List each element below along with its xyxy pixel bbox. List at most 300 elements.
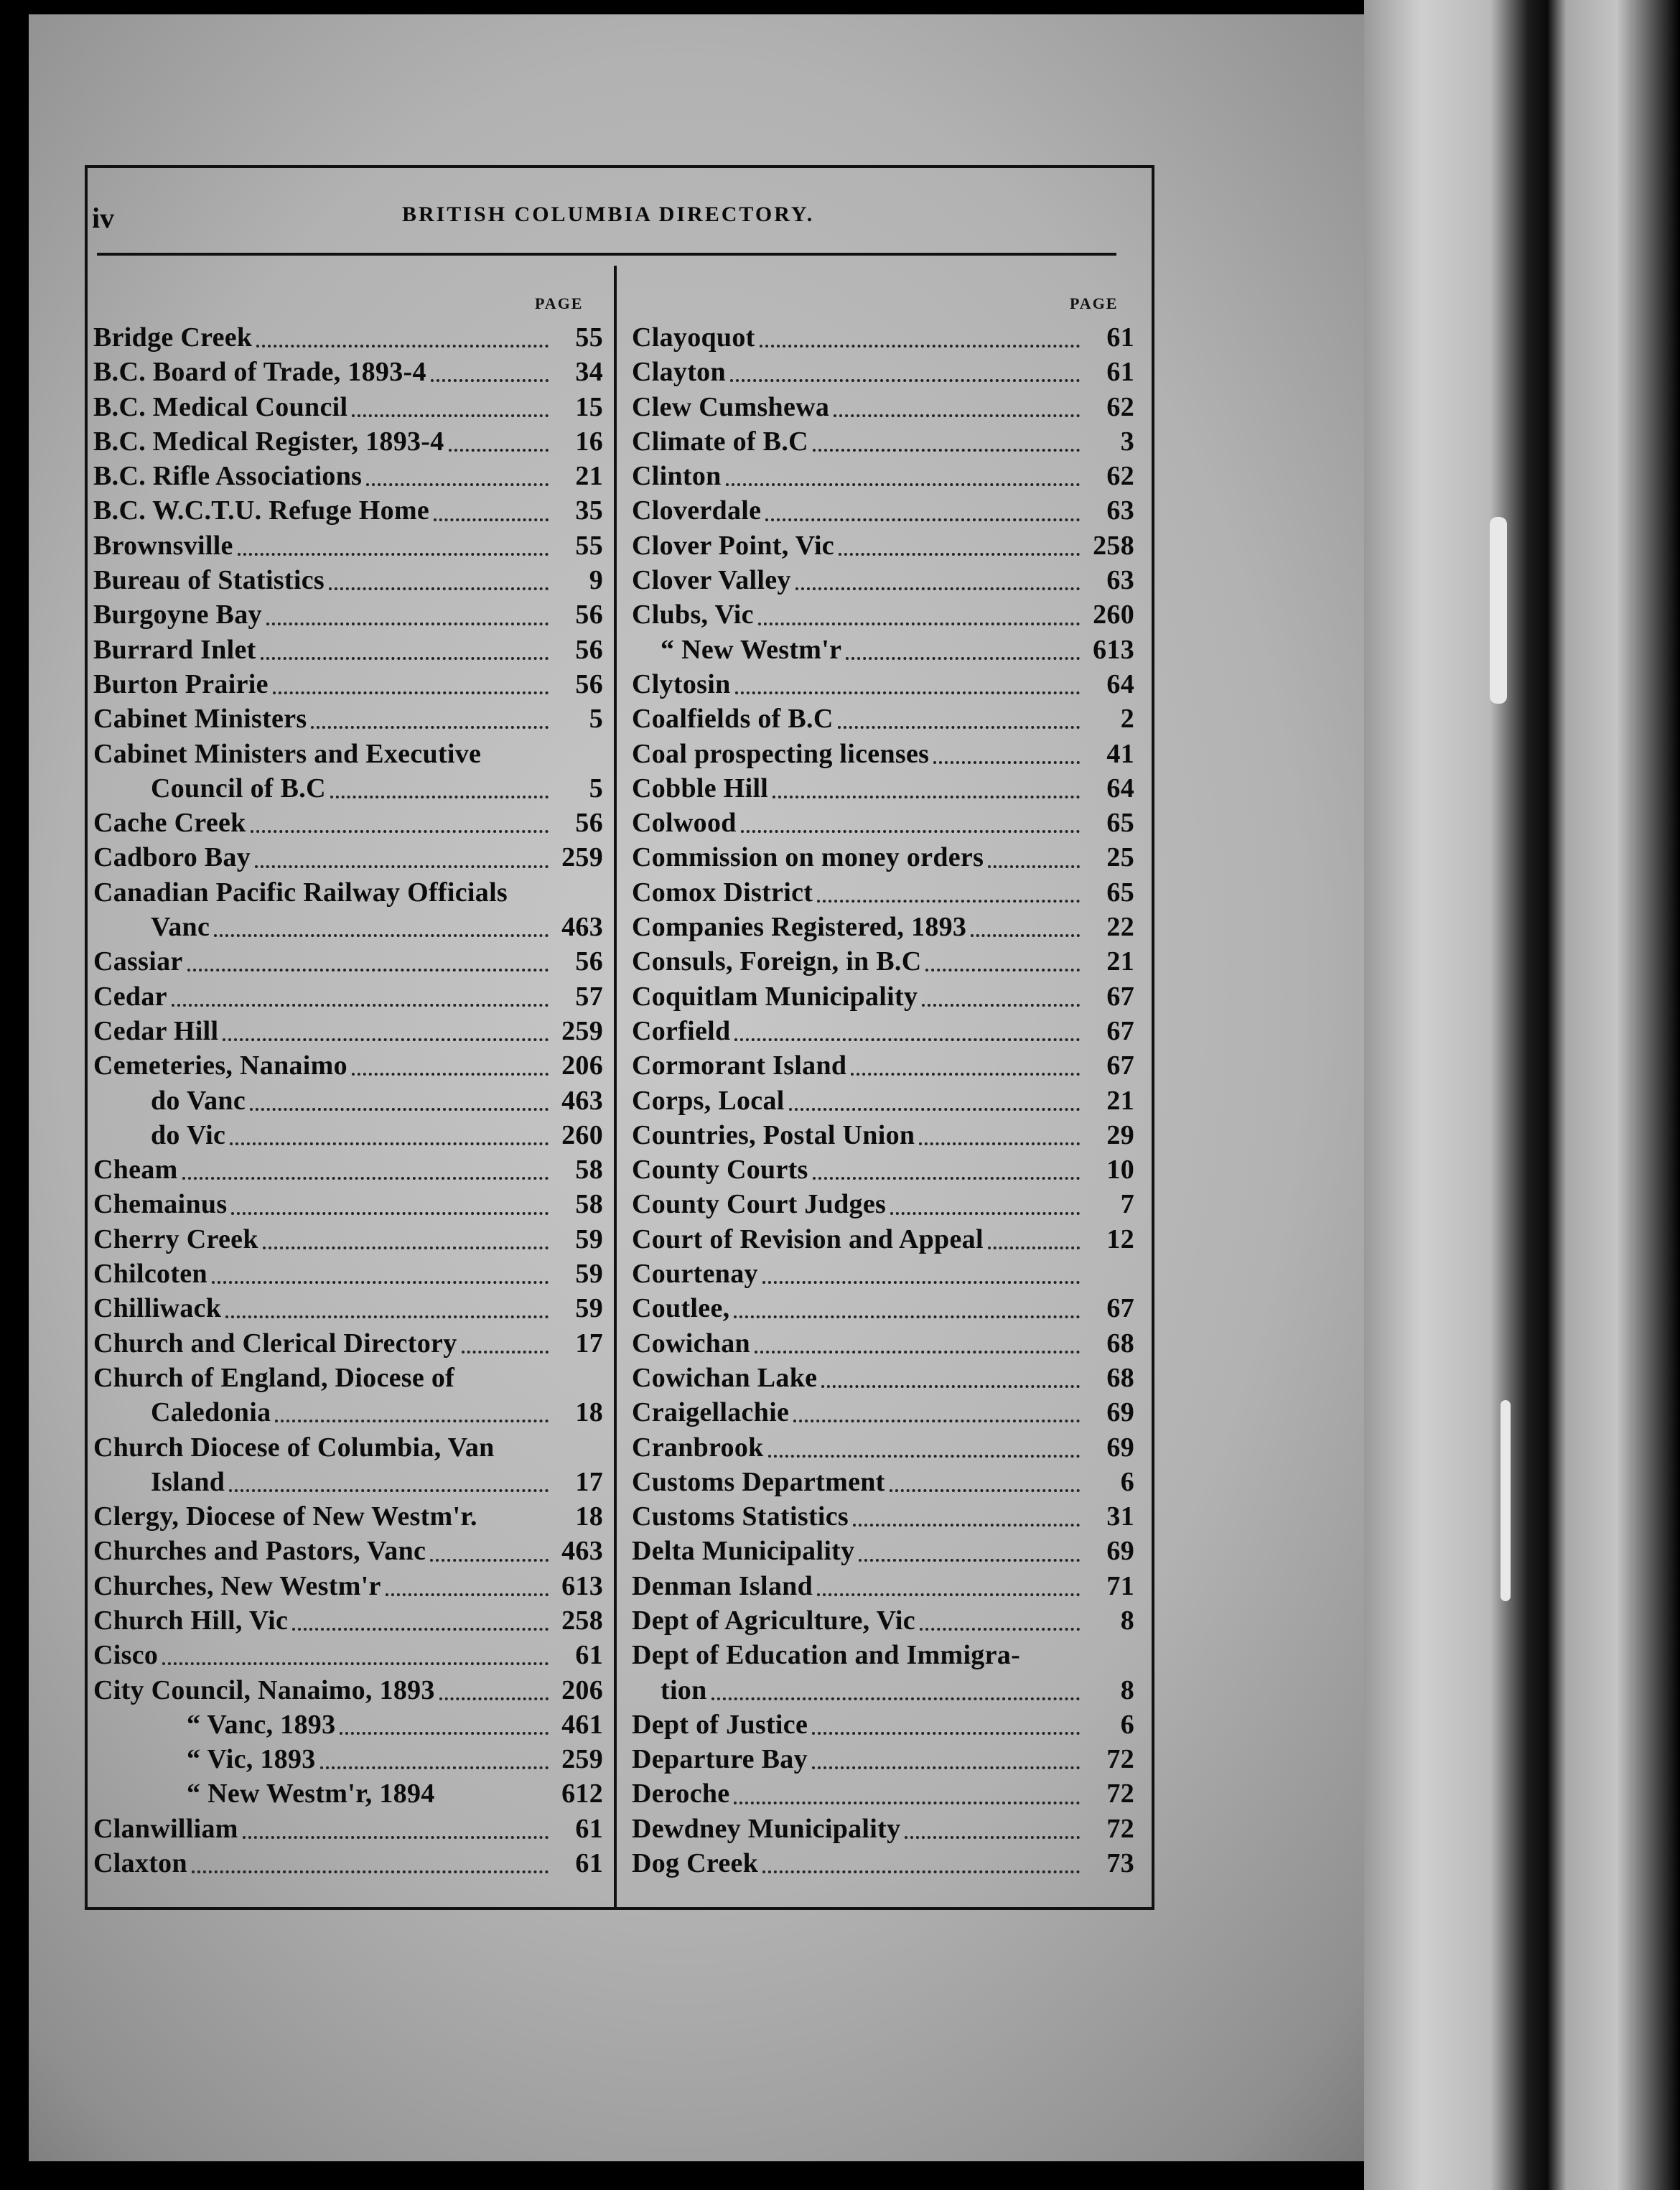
entry-page-number: 25 (1106, 842, 1134, 873)
entry-label: Cobble Hill (632, 773, 769, 803)
book-binding (1364, 0, 1680, 2190)
dot-leader (256, 345, 549, 348)
entry-label: County Court Judges (632, 1189, 887, 1220)
entry-page-number: 3 (1120, 426, 1134, 457)
entry-label: Court of Revision and Appeal (632, 1224, 984, 1254)
entry-page-number: 259 (561, 842, 603, 873)
index-entry (93, 1292, 603, 1327)
entry-label: Cherry Creek (93, 1224, 258, 1254)
entry-page-number: 61 (1106, 357, 1134, 388)
index-entry (93, 911, 603, 946)
entry-label: Cedar (93, 981, 167, 1012)
entry-page-number: 57 (575, 981, 603, 1012)
entry-page-number: 73 (1106, 1848, 1134, 1879)
entry-label: Burrard Inlet (93, 634, 256, 665)
index-entry (632, 322, 1134, 356)
entry-label: Cemeteries, Nanaimo (93, 1050, 347, 1081)
binding-thread (1490, 517, 1507, 704)
dot-leader (812, 1732, 1080, 1735)
entry-label: Vanc (151, 912, 210, 943)
entry-label: Cloverdale (632, 495, 762, 526)
index-entry (632, 634, 1134, 668)
entry-label: Island (151, 1466, 225, 1497)
entry-label: Clinton (632, 461, 722, 492)
index-entry (632, 877, 1134, 911)
index-entry (93, 1188, 603, 1223)
entry-page-number: 21 (575, 461, 603, 492)
entry-page-number: 65 (1106, 877, 1134, 908)
dot-leader (762, 1281, 1080, 1284)
entry-page-number: 59 (575, 1224, 603, 1254)
entry-page-number: 17 (575, 1328, 603, 1359)
index-entry (632, 1397, 1134, 1431)
index-entry (93, 1328, 603, 1362)
dot-leader (793, 1420, 1080, 1422)
index-entry (632, 1224, 1134, 1258)
entry-page-number: 613 (1093, 634, 1134, 665)
entry-label: Dewdney Municipality (632, 1813, 901, 1844)
dot-leader (352, 1073, 549, 1076)
entry-page-number: 463 (561, 912, 603, 943)
entry-page-number: 56 (575, 808, 603, 839)
entry-page-number: 69 (1106, 1536, 1134, 1567)
dot-leader (434, 518, 549, 521)
entry-page-number: 61 (575, 1640, 603, 1671)
entry-page-number: 206 (561, 1674, 603, 1705)
entry-label: Chilcoten (93, 1259, 207, 1290)
entry-page-number: 12 (1106, 1224, 1134, 1254)
index-entry (93, 1085, 603, 1119)
entry-page-number: 612 (561, 1779, 603, 1809)
entry-label: “ Vic, 1893 (187, 1744, 316, 1775)
entry-page-number: 62 (1106, 461, 1134, 492)
dot-leader (238, 553, 549, 556)
entry-page-number: 6 (1120, 1709, 1134, 1740)
entry-label: Clew Cumshewa (632, 391, 830, 422)
index-entry (632, 530, 1134, 564)
entry-label: Cisco (93, 1640, 159, 1671)
entry-page-number: 68 (1106, 1328, 1134, 1359)
entry-label: Commission on money orders (632, 842, 984, 873)
index-entry (93, 356, 603, 391)
entry-label: Cassiar (93, 946, 183, 977)
dot-leader (462, 1351, 549, 1353)
dot-leader (261, 657, 549, 660)
index-entry (93, 1743, 603, 1778)
entry-label: Dog Creek (632, 1848, 759, 1879)
index-column-left (93, 322, 603, 1882)
entry-label: Customs Department (632, 1466, 885, 1497)
dot-leader (366, 483, 549, 486)
index-entry (93, 1639, 603, 1674)
index-entry (632, 1501, 1134, 1535)
index-entry (93, 1535, 603, 1570)
entry-page-number: 31 (1106, 1501, 1134, 1532)
entry-page-number: 259 (561, 1744, 603, 1775)
index-entry (632, 391, 1134, 426)
index-entry (93, 703, 603, 737)
dot-leader (243, 1836, 549, 1839)
dot-leader (890, 1212, 1080, 1215)
index-entry (93, 773, 603, 807)
dot-leader (762, 1870, 1080, 1873)
entry-page-number: 2 (1120, 704, 1134, 735)
dot-leader (817, 900, 1080, 903)
dot-leader (734, 1315, 1080, 1318)
dot-leader (250, 1108, 549, 1111)
entry-label: Clytosin (632, 668, 731, 699)
entry-label: Clayton (632, 357, 726, 388)
index-entry (632, 1570, 1134, 1605)
dot-leader (212, 1281, 549, 1284)
dot-leader (726, 483, 1080, 486)
dot-leader (223, 1038, 549, 1041)
entry-label: Coquitlam Municipality (632, 981, 918, 1012)
index-entry (93, 877, 603, 911)
entry-label: Cowichan Lake (632, 1362, 818, 1393)
index-entry (93, 1674, 603, 1709)
dot-leader (711, 1697, 1080, 1700)
dot-leader (214, 934, 549, 937)
index-entry (632, 495, 1134, 529)
dot-leader (853, 1524, 1080, 1527)
entry-page-number: 463 (561, 1536, 603, 1567)
index-entry (632, 1674, 1134, 1709)
dot-leader (172, 1004, 549, 1007)
index-entry (93, 842, 603, 876)
running-head: BRITISH COLUMBIA DIRECTORY. (402, 202, 815, 226)
index-entry (93, 1432, 603, 1466)
dot-leader (817, 1593, 1080, 1596)
dot-leader (292, 1628, 549, 1631)
entry-label: B.C. W.C.T.U. Refuge Home (93, 495, 430, 526)
index-entry (93, 1258, 603, 1292)
entry-page-number: 260 (1093, 600, 1134, 630)
index-entry (93, 634, 603, 668)
entry-label: Comox District (632, 877, 813, 908)
dot-leader (329, 587, 549, 590)
entry-page-number: 15 (575, 391, 603, 422)
page-folio: iv (92, 202, 115, 234)
dot-leader (813, 1177, 1080, 1180)
dot-leader (851, 1073, 1080, 1076)
dot-leader (821, 1385, 1080, 1388)
index-entry (93, 1397, 603, 1431)
index-entry (93, 1224, 603, 1258)
entry-page-number: 64 (1106, 668, 1134, 699)
entry-label: City Council, Nanaimo, 1893 (93, 1674, 435, 1705)
index-entry (632, 1119, 1134, 1154)
dot-leader (311, 726, 549, 729)
index-entry (632, 1188, 1134, 1223)
entry-label: Departure Bay (632, 1744, 808, 1775)
entry-page-number: 72 (1106, 1779, 1134, 1809)
entry-page-number: 8 (1120, 1674, 1134, 1705)
index-entry (632, 599, 1134, 633)
dot-leader (838, 726, 1080, 729)
dot-leader (920, 1628, 1080, 1631)
entry-label: Cabinet Ministers (93, 704, 307, 735)
dot-leader (162, 1662, 549, 1665)
dot-leader (255, 865, 549, 868)
entry-page-number: 16 (575, 426, 603, 457)
index-entry (93, 807, 603, 842)
entry-page-number: 67 (1106, 1050, 1134, 1081)
entry-label: Countries, Postal Union (632, 1119, 915, 1150)
dot-leader (846, 657, 1080, 660)
index-entry (632, 911, 1134, 946)
index-entry (93, 1466, 603, 1501)
entry-page-number: 258 (1093, 530, 1134, 561)
index-column-right (632, 322, 1134, 1882)
entry-label: Bureau of Statistics (93, 565, 325, 596)
entry-page-number: 63 (1106, 565, 1134, 596)
binding-thread (1501, 1400, 1511, 1601)
dot-leader (275, 1420, 549, 1422)
entry-label: Churches, New Westm'r (93, 1570, 381, 1601)
entry-page-number: 17 (575, 1466, 603, 1497)
entry-label: Companies Registered, 1893 (632, 912, 967, 943)
index-entry (632, 1258, 1134, 1292)
entry-page-number: 63 (1106, 495, 1134, 526)
entry-page-number: 62 (1106, 391, 1134, 422)
entry-label: Customs Statistics (632, 1501, 849, 1532)
index-entry (93, 495, 603, 529)
entry-page-number: 260 (561, 1119, 603, 1150)
entry-label: B.C. Rifle Associations (93, 461, 363, 492)
entry-label: County Courts (632, 1155, 808, 1185)
entry-label: Cabinet Ministers and Executive (93, 738, 482, 769)
dot-leader (760, 345, 1080, 348)
entry-page-number: 10 (1106, 1155, 1134, 1185)
entry-page-number: 59 (575, 1259, 603, 1290)
dot-leader (734, 1038, 1080, 1041)
entry-page-number: 72 (1106, 1813, 1134, 1844)
dot-leader (741, 830, 1080, 833)
index-entry (93, 599, 603, 633)
entry-label: Coal prospecting licenses (632, 738, 930, 769)
entry-page-number: 55 (575, 530, 603, 561)
dot-leader (971, 934, 1080, 937)
entry-page-number: 59 (575, 1293, 603, 1324)
dot-leader (795, 587, 1080, 590)
entry-label: B.C. Medical Council (93, 391, 348, 422)
entry-page-number: 463 (561, 1085, 603, 1116)
entry-label: Church Diocese of Columbia, Van (93, 1432, 495, 1463)
entry-page-number: 56 (575, 634, 603, 665)
entry-label: Chilliwack (93, 1293, 222, 1324)
entry-label: Cadboro Bay (93, 842, 251, 873)
index-entry (93, 981, 603, 1015)
dot-leader (812, 1766, 1080, 1769)
entry-label: Dept of Education and Immigra- (632, 1640, 1021, 1671)
dot-leader (755, 1351, 1080, 1353)
index-entry (632, 807, 1134, 842)
index-entry (93, 1847, 603, 1882)
index-entry (93, 1570, 603, 1605)
dot-leader (266, 623, 549, 625)
dot-leader (386, 1593, 549, 1596)
entry-page-number: 6 (1120, 1466, 1134, 1497)
entry-label: Courtenay (632, 1259, 758, 1290)
dot-leader (988, 1247, 1080, 1249)
entry-label: Coalfields of B.C (632, 704, 834, 735)
dot-leader (813, 449, 1080, 452)
entry-page-number: 56 (575, 668, 603, 699)
index-entry (93, 460, 603, 495)
dot-leader (919, 1142, 1080, 1145)
index-entry (632, 1466, 1134, 1501)
index-entry (632, 460, 1134, 495)
index-entry (93, 946, 603, 980)
dot-leader (859, 1559, 1080, 1562)
entry-label: Churches and Pastors, Vanc (93, 1536, 426, 1567)
dot-leader (231, 1212, 549, 1215)
index-entry (632, 1292, 1134, 1327)
dot-leader (768, 1455, 1080, 1458)
header-rule (97, 253, 1116, 256)
entry-page-number: 61 (575, 1813, 603, 1844)
entry-label: Consuls, Foreign, in B.C (632, 946, 922, 977)
index-entry (632, 564, 1134, 599)
entry-page-number: 56 (575, 600, 603, 630)
index-entry (632, 426, 1134, 460)
entry-page-number: 65 (1106, 808, 1134, 839)
entry-page-number: 67 (1106, 1015, 1134, 1046)
dot-leader (922, 1004, 1080, 1007)
index-entry (632, 1743, 1134, 1778)
index-entry (632, 1328, 1134, 1362)
entry-label: Claxton (93, 1848, 187, 1879)
index-entry (93, 1709, 603, 1743)
dot-leader (192, 1870, 549, 1873)
index-entry (632, 1362, 1134, 1397)
dot-leader (730, 379, 1080, 382)
dot-leader (834, 414, 1080, 417)
entry-page-number: 34 (575, 357, 603, 388)
entry-label: Dept of Justice (632, 1709, 808, 1740)
index-entry (632, 1050, 1134, 1084)
entry-label: Burton Prairie (93, 668, 269, 699)
index-entry (632, 1847, 1134, 1882)
dot-leader (439, 1697, 549, 1700)
dot-leader (251, 830, 549, 833)
index-entry (632, 946, 1134, 980)
index-entry (93, 1778, 603, 1812)
index-entry (93, 322, 603, 356)
dot-leader (352, 414, 549, 417)
index-entry (632, 1813, 1134, 1847)
entry-label: tion (661, 1674, 707, 1705)
entry-page-number: 72 (1106, 1744, 1134, 1775)
entry-page-number: 18 (575, 1501, 603, 1532)
index-entry (632, 738, 1134, 773)
index-entry (93, 1362, 603, 1397)
entry-label: “ New Westm'r, 1894 (187, 1779, 435, 1809)
dot-leader (735, 691, 1080, 694)
entry-label: Dept of Agriculture, Vic (632, 1605, 915, 1636)
index-entry (93, 738, 603, 773)
index-entry (632, 703, 1134, 737)
index-entry (632, 1015, 1134, 1050)
right-page-column-head: PAGE (1070, 294, 1119, 312)
dot-leader (734, 1802, 1080, 1804)
entry-label: Church Hill, Vic (93, 1605, 289, 1636)
dot-leader (765, 518, 1080, 521)
entry-label: Brownsville (93, 530, 233, 561)
index-entry (93, 1154, 603, 1188)
entry-page-number: 67 (1106, 1293, 1134, 1324)
dot-leader (320, 1766, 549, 1769)
entry-page-number: 21 (1106, 1085, 1134, 1116)
left-page-column-head: PAGE (535, 294, 584, 312)
dot-leader (182, 1177, 549, 1180)
index-entry (93, 1050, 603, 1084)
index-entry (632, 1639, 1134, 1674)
entry-label: Denman Island (632, 1570, 813, 1601)
entry-page-number: 5 (589, 704, 603, 735)
entry-page-number: 206 (561, 1050, 603, 1081)
entry-label: Cedar Hill (93, 1015, 219, 1046)
index-entry (93, 1813, 603, 1847)
index-entry (632, 981, 1134, 1015)
entry-page-number: 259 (561, 1015, 603, 1046)
dot-leader (449, 449, 549, 452)
index-entry (93, 391, 603, 426)
dot-leader (431, 379, 549, 382)
index-entry (632, 1154, 1134, 1188)
dot-leader (933, 761, 1080, 764)
entry-label: do Vanc (151, 1085, 246, 1116)
entry-label: Clergy, Diocese of New Westm'r. (93, 1501, 477, 1532)
dot-leader (187, 969, 549, 971)
dot-leader (430, 1559, 549, 1562)
entry-page-number: 64 (1106, 773, 1134, 803)
entry-label: Clover Point, Vic (632, 530, 834, 561)
index-entry (93, 1119, 603, 1154)
entry-page-number: 69 (1106, 1397, 1134, 1428)
entry-label: Delta Municipality (632, 1536, 855, 1567)
entry-label: Cheam (93, 1155, 178, 1185)
dot-leader (263, 1247, 549, 1249)
entry-label: Cache Creek (93, 808, 246, 839)
entry-label: Caledonia (151, 1397, 271, 1428)
dot-leader (789, 1108, 1080, 1111)
entry-page-number: 5 (589, 773, 603, 803)
dot-leader (839, 553, 1080, 556)
entry-label: Bridge Creek (93, 322, 253, 353)
entry-label: Cranbrook (632, 1432, 764, 1463)
entry-label: Clover Valley (632, 565, 791, 596)
entry-label: do Vic (151, 1119, 226, 1150)
index-entry (93, 1501, 603, 1535)
entry-page-number: 258 (561, 1605, 603, 1636)
entry-page-number: 69 (1106, 1432, 1134, 1463)
index-entry (632, 668, 1134, 703)
entry-page-number: 55 (575, 322, 603, 353)
entry-page-number: 56 (575, 946, 603, 977)
entry-label: Cowichan (632, 1328, 750, 1359)
index-entry (632, 1778, 1134, 1812)
entry-page-number: 61 (575, 1848, 603, 1879)
entry-label: Church of England, Diocese of (93, 1362, 455, 1393)
index-entry (93, 564, 603, 599)
entry-label: Deroche (632, 1779, 730, 1809)
dot-leader (330, 796, 549, 798)
entry-label: Colwood (632, 808, 737, 839)
entry-label: Burgoyne Bay (93, 600, 262, 630)
entry-label: Canadian Pacific Railway Officials (93, 877, 508, 908)
